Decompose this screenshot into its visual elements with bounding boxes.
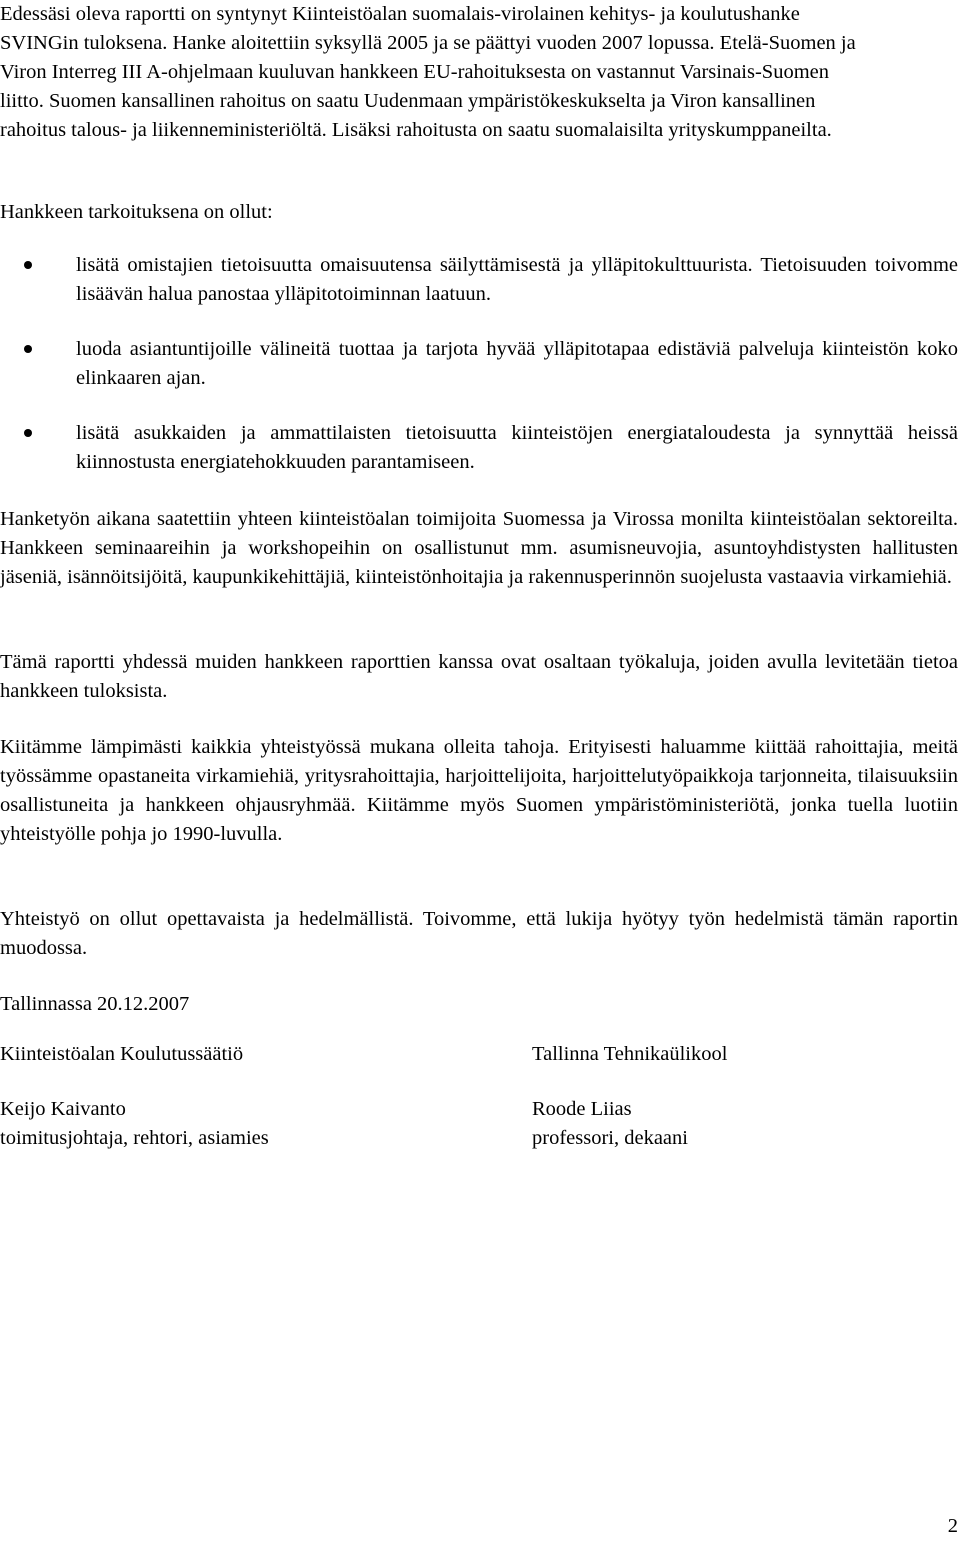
list-item-text: lisätä omistajien tietoisuutta omaisuutensa säilyttämisestä ja ylläpitokulttuurista. Tietoisuuden toivomme lisäävän halua panostaa ylläpitotoiminnan laatuun. — [76, 254, 958, 305]
purpose-list — [0, 251, 958, 503]
list-item — [0, 419, 958, 477]
bullet-dot-icon — [24, 429, 32, 437]
bullet-dot-icon — [24, 261, 32, 269]
signature-title: toimitusjohtaja, rehtori, asiamies — [0, 1127, 269, 1149]
tool-paragraph: Tämä raportti yhdessä muiden hankkeen raporttien kanssa ovat osaltaan työkaluja, joiden avulla levitetään tietoa hankkeen tuloksista. — [0, 651, 958, 702]
purpose-heading: Hankkeen tarkoituksena on ollut: — [0, 201, 273, 223]
place-date: Tallinnassa 20.12.2007 — [0, 993, 190, 1015]
intro-paragraph: Edessäsi oleva raportti on syntynyt Kiinteistöalan suomalais-virolainen kehitys- ja koulutushanke SVINGin tuloksena. Hanke aloitettiin syksyllä 2005 ja se päättyi vuoden 2007 lopussa. Etelä-Suomen ja Viron Interreg III A-ohjelmaan kuuluvan hankkeen EU-rahoituksesta on vastannut Varsinais-Suomen liitto. Suomen kansallinen rahoitus on saatu Uudenmaan ympäristökeskukselta ja Viron kansallinen rahoitus talous- ja liikenneministeriöltä. Lisäksi rahoitusta on saatu suomalaisilta yrityskumppaneilta. — [0, 3, 856, 141]
cooperation-paragraph: Yhteistyö on ollut opettavaista ja hedelmällistä. Toivomme, että lukija hyötyy työn hedelmistä tämän raportin muodossa. — [0, 908, 958, 959]
signature-name: Keijo Kaivanto — [0, 1098, 126, 1120]
list-item-text: lisätä asukkaiden ja ammattilaisten tietoisuutta kiinteistöjen energiataloudesta ja synnyttää heissä kiinnostusta energiatehokkuuden parantamiseen. — [76, 422, 958, 473]
signature-name: Roode Liias — [532, 1098, 632, 1120]
bullet-dot-icon — [24, 345, 32, 353]
list-item-text: luoda asiantuntijoille välineitä tuottaa ja tarjota hyvää ylläpitotapaa edistäviä palveluja kiinteistön koko elinkaaren ajan. — [76, 338, 958, 389]
list-item — [0, 335, 958, 393]
thanks-paragraph: Kiitämme lämpimästi kaikkia yhteistyössä mukana olleita tahoja. Erityisesti haluamme kiittää rahoittajia, meitä työssämme opastaneita virkamiehiä, yritysrahoittajia, harjoittelijoita, harjoittelutyöpaikkoja tarjonneita, tilaisuuksiin osallistuneita ja hankkeen ohjausryhmää. Kiitämme myös Suomen ympäristöministeriötä, jonka tuella luotiin yhteistyölle pohja jo 1990-luvulla. — [0, 736, 958, 845]
work-paragraph: Hanketyön aikana saatettiin yhteen kiinteistöalan toimijoita Suomessa ja Virossa monilta kiinteistöalan sektoreilta. Hankkeen seminaareihin ja workshopeihin on osallistunut mm. asumisneuvojia, asuntoyhdistysten hallitusten jäseniä, isännöitsijöitä, kaupunkikehittäjiä, kiinteistönhoitajia ja rakennusperinnön suojelusta vastaavia virkamiehiä. — [0, 508, 958, 588]
page-number: 2 — [947, 1515, 958, 1537]
signature-organization: Kiinteistöalan Koulutussäätiö — [0, 1043, 244, 1065]
signature-right — [532, 1040, 952, 1153]
signature-organization: Tallinna Tehnikaülikool — [532, 1043, 728, 1065]
list-item — [0, 251, 958, 309]
signature-left — [0, 1040, 420, 1153]
signature-title: professori, dekaani — [532, 1127, 688, 1149]
